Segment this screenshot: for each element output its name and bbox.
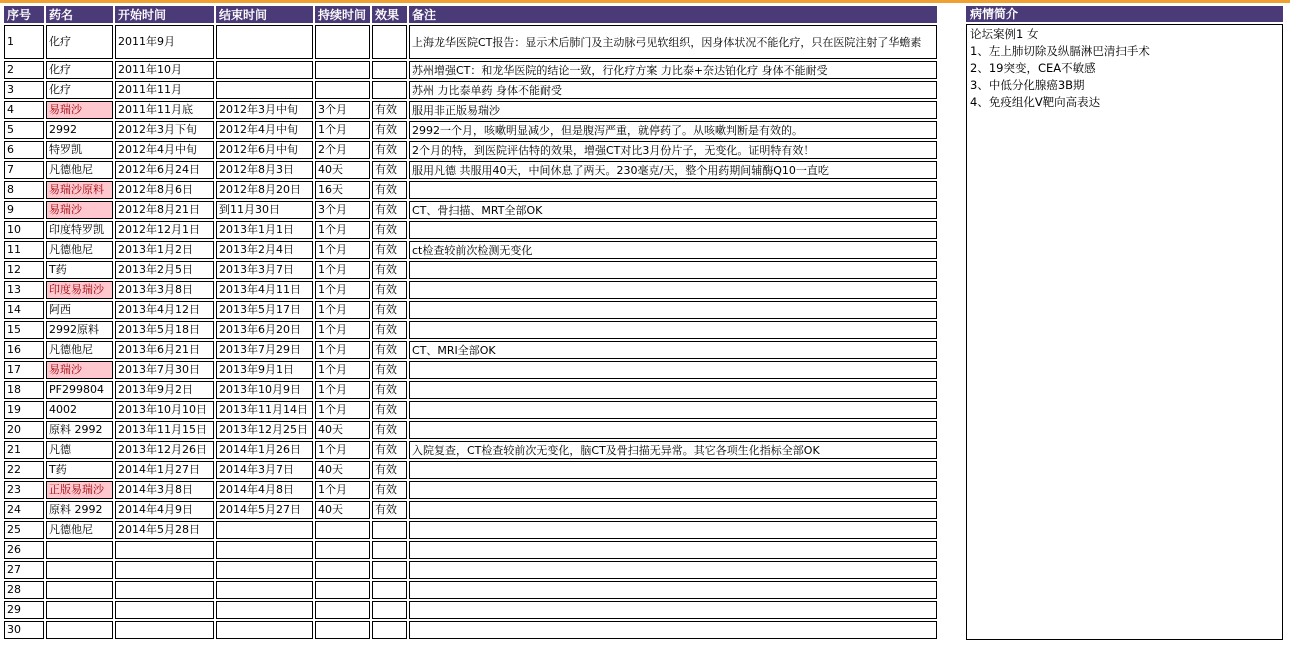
cell-duration[interactable]: 1个月 bbox=[315, 381, 370, 399]
cell-duration[interactable]: 1个月 bbox=[315, 241, 370, 259]
cell-drug[interactable]: 4002 bbox=[46, 401, 113, 419]
cell-drug[interactable]: 2992 bbox=[46, 121, 113, 139]
cell-note[interactable] bbox=[409, 181, 937, 199]
cell-note[interactable]: 2992一个月，咳嗽明显减少，但是腹泻严重，就停药了。从咳嗽判断是有效的。 bbox=[409, 121, 937, 139]
cell-duration[interactable] bbox=[315, 81, 370, 99]
cell-duration[interactable] bbox=[315, 61, 370, 79]
cell-end[interactable]: 2012年3月中旬 bbox=[216, 101, 313, 119]
top-accent-line bbox=[0, 0, 1290, 3]
cell-drug[interactable]: 化疗 bbox=[46, 81, 113, 99]
cell-start[interactable]: 2012年8月6日 bbox=[115, 181, 214, 199]
cell-note[interactable] bbox=[409, 261, 937, 279]
cell-start[interactable]: 2014年5月28日 bbox=[115, 521, 214, 539]
cell-note[interactable] bbox=[409, 361, 937, 379]
cell-duration[interactable]: 3个月 bbox=[315, 201, 370, 219]
table-row bbox=[4, 601, 937, 619]
cell-end[interactable]: 2013年7月29日 bbox=[216, 341, 313, 359]
cell-note[interactable] bbox=[409, 581, 937, 599]
cell-effect[interactable]: 有效 bbox=[372, 281, 407, 299]
cell-end[interactable]: 2013年11月14日 bbox=[216, 401, 313, 419]
table-row bbox=[4, 281, 937, 299]
cell-effect[interactable] bbox=[372, 25, 407, 59]
cell-effect[interactable]: 有效 bbox=[372, 421, 407, 439]
cell-effect[interactable] bbox=[372, 521, 407, 539]
cell-start[interactable]: 2011年10月 bbox=[115, 61, 214, 79]
cell-end[interactable]: 2013年9月1日 bbox=[216, 361, 313, 379]
cell-no[interactable]: 18 bbox=[4, 381, 44, 399]
cell-no[interactable]: 30 bbox=[4, 621, 44, 639]
cell-note[interactable]: CT、MRI全部OK bbox=[409, 341, 937, 359]
cell-drug[interactable]: 2992原料 bbox=[46, 321, 113, 339]
cell-no[interactable]: 2 bbox=[4, 61, 44, 79]
cell-effect[interactable] bbox=[372, 541, 407, 559]
cell-start[interactable]: 2014年1月27日 bbox=[115, 461, 214, 479]
table-row bbox=[4, 401, 937, 419]
cell-duration[interactable]: 1个月 bbox=[315, 121, 370, 139]
table-row bbox=[4, 61, 937, 79]
cell-start[interactable]: 2011年11月 bbox=[115, 81, 214, 99]
cell-no[interactable]: 8 bbox=[4, 181, 44, 199]
cell-effect[interactable] bbox=[372, 601, 407, 619]
medication-table bbox=[2, 4, 939, 641]
cell-end[interactable]: 2013年3月7日 bbox=[216, 261, 313, 279]
table-row bbox=[4, 481, 937, 499]
cell-start[interactable] bbox=[115, 561, 214, 579]
table-row bbox=[4, 121, 937, 139]
cell-no[interactable]: 17 bbox=[4, 361, 44, 379]
table-row bbox=[4, 441, 937, 459]
cell-start[interactable]: 2013年7月30日 bbox=[115, 361, 214, 379]
summary-line: 4、免疫组化V靶向高表达 bbox=[970, 95, 1101, 109]
cell-effect[interactable] bbox=[372, 81, 407, 99]
cell-duration[interactable]: 1个月 bbox=[315, 441, 370, 459]
col-header-start[interactable]: 开始时间 bbox=[115, 6, 214, 23]
cell-duration[interactable]: 40天 bbox=[315, 461, 370, 479]
cell-duration[interactable]: 1个月 bbox=[315, 221, 370, 239]
cell-effect[interactable] bbox=[372, 621, 407, 639]
table-row bbox=[4, 81, 937, 99]
cell-no[interactable]: 28 bbox=[4, 581, 44, 599]
table-row bbox=[4, 381, 937, 399]
cell-drug[interactable]: 正版易瑞沙 bbox=[46, 481, 113, 499]
cell-note[interactable]: 服用非正版易瑞沙 bbox=[409, 101, 937, 119]
cell-end[interactable]: 2014年3月7日 bbox=[216, 461, 313, 479]
medication-log-sheet bbox=[2, 4, 939, 641]
cell-drug[interactable] bbox=[46, 621, 113, 639]
cell-end[interactable] bbox=[216, 81, 313, 99]
cell-duration[interactable]: 1个月 bbox=[315, 361, 370, 379]
cell-no[interactable]: 20 bbox=[4, 421, 44, 439]
cell-duration[interactable]: 40天 bbox=[315, 421, 370, 439]
cell-effect[interactable]: 有效 bbox=[372, 161, 407, 179]
cell-duration[interactable]: 1个月 bbox=[315, 301, 370, 319]
table-row bbox=[4, 261, 937, 279]
cell-drug[interactable]: PF299804 bbox=[46, 381, 113, 399]
cell-drug[interactable] bbox=[46, 601, 113, 619]
table-row bbox=[4, 181, 937, 199]
cell-start[interactable]: 2014年4月9日 bbox=[115, 501, 214, 519]
cell-end[interactable]: 2013年12月25日 bbox=[216, 421, 313, 439]
table-row bbox=[4, 221, 937, 239]
cell-no[interactable]: 5 bbox=[4, 121, 44, 139]
cell-end[interactable] bbox=[216, 621, 313, 639]
case-summary-title[interactable]: 病情简介 bbox=[966, 6, 1283, 22]
cell-no[interactable]: 3 bbox=[4, 81, 44, 99]
cell-start[interactable]: 2013年1月2日 bbox=[115, 241, 214, 259]
cell-note[interactable] bbox=[409, 461, 937, 479]
cell-note[interactable] bbox=[409, 541, 937, 559]
cell-end[interactable]: 2013年5月17日 bbox=[216, 301, 313, 319]
cell-drug[interactable]: 化疗 bbox=[46, 25, 113, 59]
cell-drug[interactable]: 易瑞沙 bbox=[46, 101, 113, 119]
cell-start[interactable]: 2012年8月21日 bbox=[115, 201, 214, 219]
cell-drug[interactable]: 原料 2992 bbox=[46, 421, 113, 439]
cell-no[interactable]: 24 bbox=[4, 501, 44, 519]
cell-no[interactable]: 11 bbox=[4, 241, 44, 259]
col-header-end[interactable]: 结束时间 bbox=[216, 6, 313, 23]
cell-no[interactable]: 21 bbox=[4, 441, 44, 459]
summary-line: 3、中低分化腺癌3B期 bbox=[970, 78, 1085, 92]
cell-drug[interactable]: 凡德 bbox=[46, 441, 113, 459]
cell-no[interactable]: 22 bbox=[4, 461, 44, 479]
table-row bbox=[4, 621, 937, 639]
cell-end[interactable] bbox=[216, 61, 313, 79]
col-header-note[interactable]: 备注 bbox=[409, 6, 937, 23]
cell-no[interactable]: 14 bbox=[4, 301, 44, 319]
cell-duration[interactable]: 40天 bbox=[315, 501, 370, 519]
cell-note[interactable]: CT、骨扫描、MRT全部OK bbox=[409, 201, 937, 219]
table-row bbox=[4, 461, 937, 479]
cell-duration[interactable]: 1个月 bbox=[315, 341, 370, 359]
cell-no[interactable]: 6 bbox=[4, 141, 44, 159]
cell-drug[interactable] bbox=[46, 541, 113, 559]
cell-start[interactable]: 2013年6月21日 bbox=[115, 341, 214, 359]
cell-effect[interactable]: 有效 bbox=[372, 301, 407, 319]
cell-drug[interactable] bbox=[46, 561, 113, 579]
cell-end[interactable]: 2013年1月1日 bbox=[216, 221, 313, 239]
cell-note[interactable]: 苏州增强CT：和龙华医院的结论一致，行化疗方案 力比泰+奈达铂化疗 身体不能耐受 bbox=[409, 61, 937, 79]
cell-note[interactable] bbox=[409, 561, 937, 579]
cell-end[interactable] bbox=[216, 541, 313, 559]
cell-start[interactable]: 2013年11月15日 bbox=[115, 421, 214, 439]
cell-note[interactable] bbox=[409, 321, 937, 339]
table-row bbox=[4, 501, 937, 519]
col-header-no[interactable]: 序号 bbox=[4, 6, 44, 23]
cell-end[interactable]: 2013年2月4日 bbox=[216, 241, 313, 259]
cell-drug[interactable]: 原料 2992 bbox=[46, 501, 113, 519]
summary-line: 2、19突变，CEA不敏感 bbox=[970, 61, 1096, 75]
table-row bbox=[4, 321, 937, 339]
table-row bbox=[4, 201, 937, 219]
cell-effect[interactable]: 有效 bbox=[372, 101, 407, 119]
cell-effect[interactable]: 有效 bbox=[372, 361, 407, 379]
table-row bbox=[4, 301, 937, 319]
cell-drug[interactable]: T药 bbox=[46, 261, 113, 279]
cell-start[interactable]: 2013年12月26日 bbox=[115, 441, 214, 459]
cell-end[interactable]: 2013年4月11日 bbox=[216, 281, 313, 299]
cell-end[interactable]: 2012年6月中旬 bbox=[216, 141, 313, 159]
cell-duration[interactable]: 1个月 bbox=[315, 321, 370, 339]
cell-no[interactable]: 25 bbox=[4, 521, 44, 539]
cell-drug[interactable] bbox=[46, 581, 113, 599]
cell-drug[interactable]: 印度易瑞沙 bbox=[46, 281, 113, 299]
cell-start[interactable]: 2012年6月24日 bbox=[115, 161, 214, 179]
cell-start[interactable] bbox=[115, 541, 214, 559]
cell-drug[interactable]: 易瑞沙原料 bbox=[46, 181, 113, 199]
cell-duration[interactable] bbox=[315, 561, 370, 579]
summary-line: 1、左上肺切除及纵膈淋巴清扫手术 bbox=[970, 44, 1150, 58]
cell-no[interactable]: 29 bbox=[4, 601, 44, 619]
cell-no[interactable]: 7 bbox=[4, 161, 44, 179]
case-summary-panel bbox=[966, 4, 1283, 640]
cell-no[interactable]: 23 bbox=[4, 481, 44, 499]
cell-effect[interactable]: 有效 bbox=[372, 221, 407, 239]
cell-note[interactable] bbox=[409, 621, 937, 639]
cell-effect[interactable]: 有效 bbox=[372, 461, 407, 479]
cell-duration[interactable]: 1个月 bbox=[315, 481, 370, 499]
cell-duration[interactable]: 1个月 bbox=[315, 401, 370, 419]
cell-note[interactable] bbox=[409, 221, 937, 239]
cell-note[interactable]: 上海龙华医院CT报告：显示术后肺门及主动脉弓见软组织，因身体状况不能化疗，只在医院注射了华蟾素 bbox=[409, 25, 937, 59]
cell-effect[interactable]: 有效 bbox=[372, 501, 407, 519]
cell-start[interactable]: 2012年4月中旬 bbox=[115, 141, 214, 159]
cell-note[interactable] bbox=[409, 481, 937, 499]
cell-duration[interactable]: 2个月 bbox=[315, 141, 370, 159]
cell-effect[interactable]: 有效 bbox=[372, 481, 407, 499]
cell-note[interactable] bbox=[409, 521, 937, 539]
cell-end[interactable] bbox=[216, 581, 313, 599]
cell-duration[interactable] bbox=[315, 621, 370, 639]
cell-note[interactable] bbox=[409, 601, 937, 619]
cell-no[interactable]: 4 bbox=[4, 101, 44, 119]
cell-end[interactable]: 2014年1月26日 bbox=[216, 441, 313, 459]
cell-end[interactable] bbox=[216, 561, 313, 579]
table-row bbox=[4, 101, 937, 119]
cell-no[interactable]: 16 bbox=[4, 341, 44, 359]
col-header-effect[interactable]: 效果 bbox=[372, 6, 407, 23]
cell-drug[interactable]: 易瑞沙 bbox=[46, 201, 113, 219]
cell-effect[interactable]: 有效 bbox=[372, 121, 407, 139]
cell-duration[interactable] bbox=[315, 521, 370, 539]
cell-start[interactable]: 2013年10月10日 bbox=[115, 401, 214, 419]
cell-drug[interactable]: 特罗凯 bbox=[46, 141, 113, 159]
cell-end[interactable] bbox=[216, 25, 313, 59]
cell-end[interactable]: 2013年10月9日 bbox=[216, 381, 313, 399]
table-row bbox=[4, 421, 937, 439]
cell-effect[interactable]: 有效 bbox=[372, 181, 407, 199]
cell-start[interactable]: 2013年4月12日 bbox=[115, 301, 214, 319]
cell-no[interactable]: 9 bbox=[4, 201, 44, 219]
table-row bbox=[4, 341, 937, 359]
cell-effect[interactable] bbox=[372, 561, 407, 579]
cell-start[interactable] bbox=[115, 601, 214, 619]
cell-effect[interactable] bbox=[372, 61, 407, 79]
cell-drug[interactable]: 凡德他尼 bbox=[46, 521, 113, 539]
cell-start[interactable]: 2014年3月8日 bbox=[115, 481, 214, 499]
header-row bbox=[4, 6, 937, 23]
cell-start[interactable]: 2013年5月18日 bbox=[115, 321, 214, 339]
cell-note[interactable]: ct检查较前次检测无变化 bbox=[409, 241, 937, 259]
cell-start[interactable]: 2011年11月底 bbox=[115, 101, 214, 119]
cell-effect[interactable]: 有效 bbox=[372, 381, 407, 399]
cell-effect[interactable]: 有效 bbox=[372, 441, 407, 459]
cell-end[interactable]: 2013年6月20日 bbox=[216, 321, 313, 339]
cell-drug[interactable]: 阿西 bbox=[46, 301, 113, 319]
cell-end[interactable]: 到11月30日 bbox=[216, 201, 313, 219]
cell-duration[interactable]: 1个月 bbox=[315, 261, 370, 279]
table-row bbox=[4, 161, 937, 179]
cell-drug[interactable]: 化疗 bbox=[46, 61, 113, 79]
cell-drug[interactable]: 凡德他尼 bbox=[46, 241, 113, 259]
cell-duration[interactable] bbox=[315, 601, 370, 619]
cell-drug[interactable]: 凡德他尼 bbox=[46, 341, 113, 359]
cell-no[interactable]: 13 bbox=[4, 281, 44, 299]
summary-line: 论坛案例1 女 bbox=[970, 27, 1039, 41]
cell-note[interactable]: 2个月的特，到医院评估特的效果，增强CT对比3月份片子，无变化。证明特有效！ bbox=[409, 141, 937, 159]
cell-note[interactable] bbox=[409, 381, 937, 399]
cell-note[interactable]: 苏州 力比泰单药 身体不能耐受 bbox=[409, 81, 937, 99]
cell-end[interactable]: 2014年5月27日 bbox=[216, 501, 313, 519]
cell-duration[interactable] bbox=[315, 25, 370, 59]
cell-effect[interactable]: 有效 bbox=[372, 201, 407, 219]
cell-duration[interactable] bbox=[315, 541, 370, 559]
cell-end[interactable]: 2012年8月20日 bbox=[216, 181, 313, 199]
cell-note[interactable] bbox=[409, 401, 937, 419]
cell-drug[interactable]: 印度特罗凯 bbox=[46, 221, 113, 239]
cell-start[interactable]: 2012年3月下旬 bbox=[115, 121, 214, 139]
cell-no[interactable]: 15 bbox=[4, 321, 44, 339]
cell-effect[interactable]: 有效 bbox=[372, 241, 407, 259]
cell-drug[interactable]: 易瑞沙 bbox=[46, 361, 113, 379]
col-header-drug[interactable]: 药名 bbox=[46, 6, 113, 23]
cell-effect[interactable]: 有效 bbox=[372, 261, 407, 279]
table-row bbox=[4, 541, 937, 559]
cell-duration[interactable]: 16天 bbox=[315, 181, 370, 199]
cell-start[interactable] bbox=[115, 581, 214, 599]
cell-no[interactable]: 27 bbox=[4, 561, 44, 579]
cell-drug[interactable]: 凡德他尼 bbox=[46, 161, 113, 179]
cell-effect[interactable]: 有效 bbox=[372, 341, 407, 359]
table-row bbox=[4, 241, 937, 259]
cell-effect[interactable]: 有效 bbox=[372, 401, 407, 419]
table-row bbox=[4, 581, 937, 599]
cell-note[interactable]: 服用凡德 共服用40天，中间休息了两天。230毫克/天，整个用药期间辅酶Q10一直吃 bbox=[409, 161, 937, 179]
cell-no[interactable]: 12 bbox=[4, 261, 44, 279]
cell-note[interactable] bbox=[409, 281, 937, 299]
case-summary-body[interactable] bbox=[966, 24, 1283, 640]
cell-start[interactable]: 2013年3月8日 bbox=[115, 281, 214, 299]
cell-note[interactable] bbox=[409, 421, 937, 439]
cell-duration[interactable]: 40天 bbox=[315, 161, 370, 179]
table-row bbox=[4, 561, 937, 579]
cell-drug[interactable]: T药 bbox=[46, 461, 113, 479]
table-row bbox=[4, 361, 937, 379]
col-header-duration[interactable]: 持续时间 bbox=[315, 6, 370, 23]
cell-end[interactable]: 2012年4月中旬 bbox=[216, 121, 313, 139]
table-row bbox=[4, 25, 937, 59]
cell-no[interactable]: 19 bbox=[4, 401, 44, 419]
cell-effect[interactable] bbox=[372, 581, 407, 599]
cell-note[interactable] bbox=[409, 501, 937, 519]
cell-start[interactable]: 2013年9月2日 bbox=[115, 381, 214, 399]
cell-start[interactable]: 2013年2月5日 bbox=[115, 261, 214, 279]
cell-duration[interactable]: 3个月 bbox=[315, 101, 370, 119]
cell-note[interactable] bbox=[409, 301, 937, 319]
cell-no[interactable]: 26 bbox=[4, 541, 44, 559]
table-row bbox=[4, 141, 937, 159]
cell-no[interactable]: 1 bbox=[4, 25, 44, 59]
cell-effect[interactable]: 有效 bbox=[372, 321, 407, 339]
cell-no[interactable]: 10 bbox=[4, 221, 44, 239]
cell-duration[interactable] bbox=[315, 581, 370, 599]
cell-note[interactable]: 入院复查，CT检查较前次无变化，脑CT及骨扫描无异常。其它各项生化指标全部OK bbox=[409, 441, 937, 459]
cell-start[interactable] bbox=[115, 621, 214, 639]
cell-duration[interactable]: 1个月 bbox=[315, 281, 370, 299]
cell-start[interactable]: 2011年9月 bbox=[115, 25, 214, 59]
cell-end[interactable] bbox=[216, 521, 313, 539]
cell-effect[interactable]: 有效 bbox=[372, 141, 407, 159]
cell-start[interactable]: 2012年12月1日 bbox=[115, 221, 214, 239]
cell-end[interactable]: 2012年8月3日 bbox=[216, 161, 313, 179]
table-row bbox=[4, 521, 937, 539]
cell-end[interactable]: 2014年4月8日 bbox=[216, 481, 313, 499]
cell-end[interactable] bbox=[216, 601, 313, 619]
